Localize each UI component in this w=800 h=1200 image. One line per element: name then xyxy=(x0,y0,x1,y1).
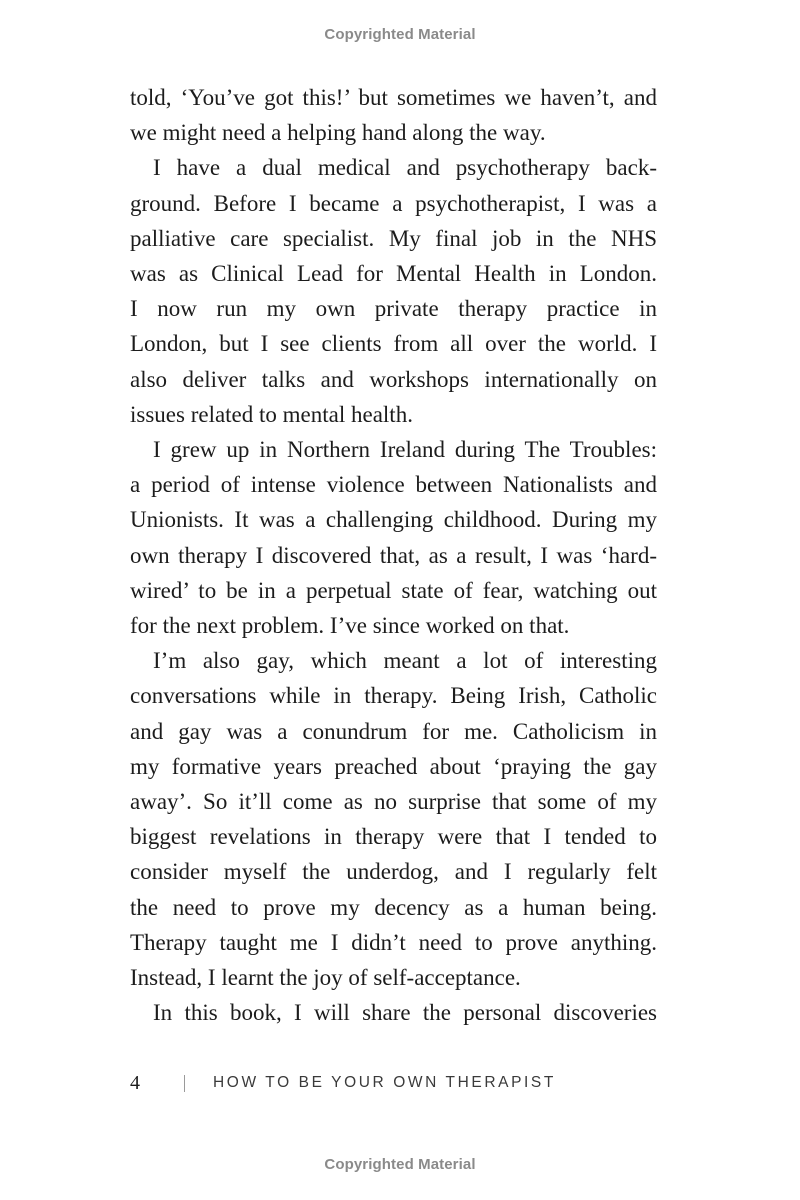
text-line: told, ‘You’ve got this!’ but sometimes we haven’t, and xyxy=(130,85,657,110)
text-line: we might need a helping hand along the way. xyxy=(130,120,546,146)
text-line: Therapy taught me I didn’t need to prove anything. xyxy=(130,929,657,955)
text-line: a period of intense violence between Nationalists and xyxy=(130,472,657,498)
text-line: Unionists. It was a challenging childhood. During my xyxy=(130,507,657,533)
text-line: I now run my own private therapy practice in xyxy=(130,296,657,322)
text-line: biggest revelations in therapy were that I tended to xyxy=(130,824,657,850)
page-footer xyxy=(130,1070,556,1096)
text-line: issues related to mental health. xyxy=(130,401,413,427)
text-line: consider myself the underdog, and I regularly felt xyxy=(130,859,657,885)
paragraph xyxy=(130,643,657,995)
text-line: was as Clinical Lead for Mental Health in London. xyxy=(130,261,657,287)
paragraph xyxy=(130,80,657,150)
text-line: I grew up in Northern Ireland during The Troubles: xyxy=(153,437,657,463)
text-line: ground. Before I became a psychotherapist, I was a xyxy=(130,190,657,216)
text-line: away’. So it’ll come as no surprise that some of my xyxy=(130,789,657,815)
text-line: for the next problem. I’ve since worked on that. xyxy=(130,613,570,639)
text-line: In this book, I will share the personal discoveries xyxy=(153,1000,657,1026)
text-line: also deliver talks and workshops internationally on xyxy=(130,366,657,392)
text-line: I have a dual medical and psychotherapy back- xyxy=(153,155,657,181)
paragraph xyxy=(130,995,657,1030)
copyright-watermark-bottom: Copyrighted Material xyxy=(324,1156,476,1173)
text-line: and gay was a conundrum for me. Catholicism in xyxy=(130,718,657,744)
text-line: own therapy I discovered that, as a result, I was ‘hard- xyxy=(130,542,657,568)
text-line: palliative care specialist. My final job in the NHS xyxy=(130,225,657,251)
body-text xyxy=(130,80,657,1030)
paragraph xyxy=(130,150,657,432)
text-line: the need to prove my decency as a human being. xyxy=(130,894,657,920)
text-line: conversations while in therapy. Being Irish, Catholic xyxy=(130,683,657,709)
footer-divider xyxy=(184,1075,185,1092)
text-line: Instead, I learnt the joy of self-acceptance. xyxy=(130,965,521,991)
text-line: wired’ to be in a perpetual state of fear, watching out xyxy=(130,577,657,603)
copyright-watermark-top: Copyrighted Material xyxy=(324,26,476,43)
paragraph xyxy=(130,432,657,643)
text-line: I’m also gay, which meant a lot of interesting xyxy=(153,648,657,674)
page-number: 4 xyxy=(130,1071,140,1094)
text-line: my formative years preached about ‘praying the gay xyxy=(130,753,657,779)
text-line: London, but I see clients from all over the world. I xyxy=(130,331,657,357)
running-title: HOW TO BE YOUR OWN THERAPIST xyxy=(213,1074,556,1091)
